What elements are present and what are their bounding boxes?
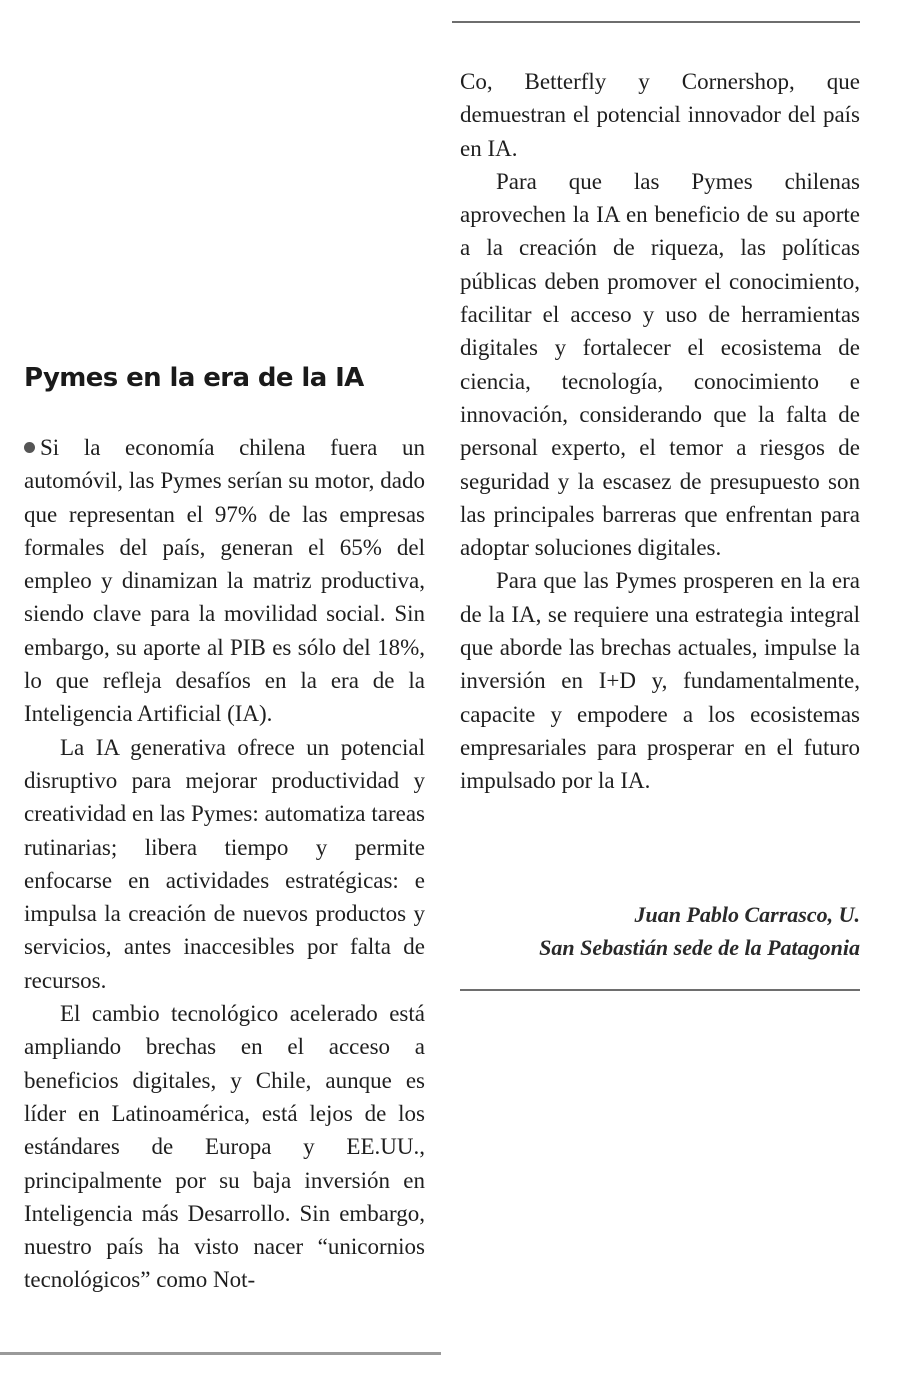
article-paragraph-5: Para que las Pymes chilenas aprovechen la IA en beneficio de su aporte a la creación de riqueza, las políticas públicas deben promover el conocimiento, facilitar el acceso y uso de herramientas digitales y fortalecer el ecosistema de ciencia, tecnología, conocimiento e innovación, considerando que la falta de personal experto, el temor a riesgos de seguridad y la escasez de presupuesto son las principales barreras que enfrentan para adoptar soluciones digitales. — [460, 168, 860, 561]
paragraph-text: Si la economía chilena fuera un automóvil, las Pymes serían su motor, dado que representan el 97% de las empresas formales del país, generan el 65% del empleo y dinamizan la matriz productiva, siendo clave para la movilidad social. Sin embargo, su aporte al PIB es sólo del 18%, lo que refleja desafíos en la era de la Inteligencia Artificial (IA). — [24, 435, 425, 727]
author-affiliation: San Sebastián sede de la Patagonia — [539, 935, 860, 960]
article-paragraph-3: El cambio tecnológico acelerado está ampliando brechas en el acceso a beneficios digitales, y Chile, aunque es líder en Latinoamérica, está lejos de los estándares de Europa y EE.UU., principalmente por su baja inversión en Inteligencia más Desarrollo. Sin embargo, nuestro país ha visto nacer “unicornios tecnológicos” como Not- — [24, 1001, 425, 1293]
top-divider-rule — [452, 21, 860, 23]
article-column-right — [460, 65, 860, 798]
author-signature — [460, 898, 860, 964]
bullet-icon — [24, 442, 35, 453]
article-paragraph-2: La IA generativa ofrece un potencial disruptivo para mejorar productividad y creatividad en las Pymes: automatiza tareas rutinarias; libera tiempo y permite enfocarse en actividades estratégicas: e impulsa la creación de nuevos productos y servicios, antes inaccesibles por falta de recursos. — [24, 734, 425, 993]
article-paragraph-4: Co, Betterfly y Cornershop, que demuestran el potencial innovador del país en IA. — [460, 69, 860, 161]
author-name: Juan Pablo Carrasco, U. — [634, 902, 860, 927]
article-headline: Pymes en la era de la IA — [24, 363, 364, 393]
article-paragraph-6: Para que las Pymes prosperen en la era de la IA, se requiere una estrategia integral que aborde las brechas actuales, impulse la inversión en I+D y, fundamentalmente, capacite y empodere a los ecosistemas empresariales para prosperar en el futuro impulsado por la IA. — [460, 568, 860, 794]
article-column-left — [24, 431, 425, 1297]
bottom-divider-rule — [0, 1352, 441, 1355]
article-paragraph-1 — [24, 431, 425, 731]
signature-divider-rule — [460, 989, 860, 991]
